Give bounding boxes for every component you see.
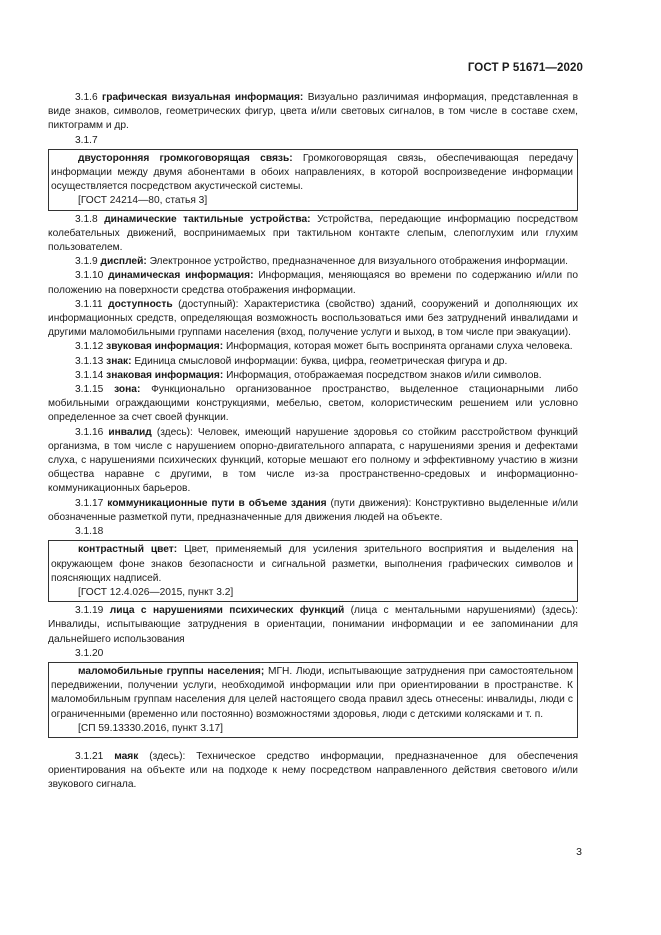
source-reference: [СП 59.13330.2016, пункт 3.17]	[78, 722, 223, 734]
quoted-definition-box	[48, 149, 578, 211]
document-header: ГОСТ Р 51671—2020	[467, 62, 583, 74]
document-body	[48, 91, 578, 793]
definition-3-1-14: 3.1.14 знаковая информация: Информация, отображаемая посредством знаков и/или символов.	[75, 369, 542, 381]
definition-3-1-17: 3.1.17 коммуникационные пути в объеме здания (пути движения): Конструктивно выделенные и/или обозначенные разметкой пути, предназначенные для движения людей на объекте.	[48, 497, 579, 523]
page-number: 3	[576, 846, 582, 858]
definition-3-1-12: 3.1.12 звуковая информация: Информация, которая может быть воспринята органами слуха человека.	[75, 341, 573, 353]
definition-3-1-11: 3.1.11 доступность (доступный): Характеристика (свойство) зданий, сооружений и дополняющих их информационных средств, определяющая возможность воспользоваться ими без затруднений инвалидами и другими маломобильными группами населения (вход, получение услуги и выход, в том числе при эвакуации).	[48, 298, 578, 339]
source-reference: [ГОСТ 24214—80, статья 3]	[78, 195, 208, 207]
definition-3-1-9: 3.1.9 дисплей: Электронное устройство, предназначенное для визуального отображения информации.	[75, 256, 568, 268]
definition-3-1-19: 3.1.19 лица с нарушениями психических функций (лица с ментальными нарушениями) (здесь): Инвалиды, испытывающие затруднения в ориентации, понимании информации и ее запоминании для дальнейшего использования	[48, 605, 578, 645]
definition-3-1-7: двусторонняя громкоговорящая связь: Громкоговорящая связь, обеспечивающая передачу информации между двумя абонентами в обоих направлениях, в которой воспроизведение информации осуществляется посредством акустической системы.	[51, 152, 573, 193]
definition-3-1-16: 3.1.16 инвалид (здесь): Человек, имеющий нарушение здоровья со стойким расстройством функций организма, в том числе с нарушением опорно-двигательного аппарата, с нарушениями зрения и дефектами слуха, с нарушениями психических функций, которые мешают его полному и эффективному участию в жизни общества наравне с другими, в том числе из-за пространственно-средовых и информационно-коммуникационных барьеров.	[48, 426, 578, 495]
definition-3-1-10: 3.1.10 динамическая информация: Информация, меняющаяся во времени по содержанию и/или по положению на поверхности средства отображения информации.	[48, 270, 578, 296]
quoted-definition-box	[48, 662, 578, 738]
clause-number-3-1-18: 3.1.18	[75, 526, 104, 538]
definition-3-1-6: 3.1.6 графическая визуальная информация: Визуально различимая информация, представленная в виде знаков, символов, геометрических фигур, цвета и/или световых сигналов, в том числе в составе схем, пиктограмм и др.	[48, 92, 578, 132]
definition-3-1-21: 3.1.21 маяк (здесь): Техническое средство информации, предназначенное для обеспечения ориентирования на объекте или на подходе к нему посредством направленного действия светового и/или звукового сигнала.	[48, 750, 578, 791]
definition-3-1-15: 3.1.15 зона: Функционально организованное пространство, выделенное стационарными либо мобильными ограждающими конструкциями, мебелью, светом, колористическим решением или условно определенное за счет своей функции.	[48, 384, 578, 424]
quoted-definition-box	[48, 540, 578, 602]
definition-3-1-13: 3.1.13 знак: Единица смысловой информации: буква, цифра, геометрическая фигура и др.	[75, 355, 508, 367]
definition-3-1-8: 3.1.8 динамические тактильные устройства: Устройства, передающие информацию посредством колебательных движений, воспринимаемых при тактильном контакте слепым, слепоглухим или глухим пользователем.	[48, 213, 578, 254]
definition-3-1-18: контрастный цвет: Цвет, применяемый для усиления зрительного восприятия и выделения на окружающем фоне знаков безопасности и сигнальной разметки, выполнения графических символов и поясняющих надписей.	[51, 544, 573, 584]
source-reference: [ГОСТ 12.4.026—2015, пункт 3.2]	[78, 586, 234, 598]
definition-3-1-20: маломобильные группы населения; МГН. Люди, испытывающие затруднения при самостоятельном передвижении, получении услуги, необходимой информации или при ориентировании в пространстве. К маломобильным группам населения для целей настоящего свода правил здесь отнесены: инвалиды, люди с ограниченными (временно или постоянно) возможностями здоровья, люди с детскими колясками и т. п.	[51, 665, 573, 720]
clause-number-3-1-7: 3.1.7	[75, 134, 98, 146]
clause-number-3-1-20: 3.1.20	[75, 647, 104, 659]
